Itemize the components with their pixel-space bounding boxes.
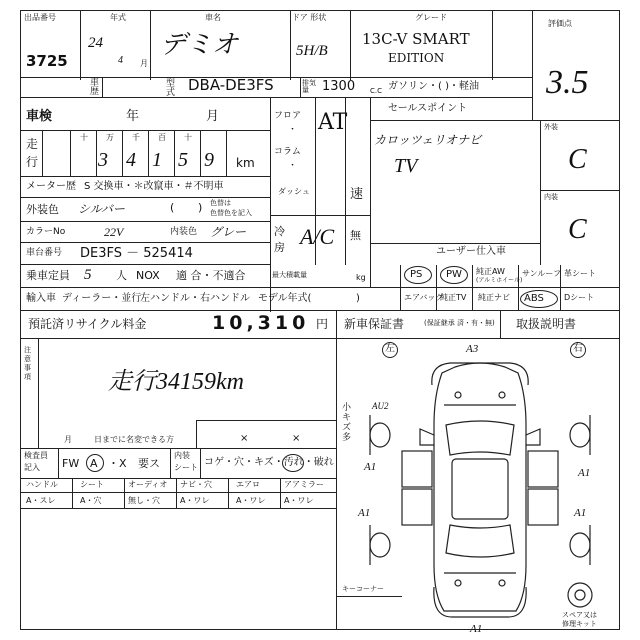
cooler-label2: 房 <box>274 241 285 254</box>
right-mark: 右 <box>573 343 583 354</box>
mileage-unit: km <box>236 156 255 170</box>
bottom-header: ハンドル <box>26 480 58 489</box>
color-no-value: 22V <box>104 225 124 239</box>
equip-sunroof: サンルーフ <box>522 269 561 278</box>
notes-month: 月 <box>64 435 72 444</box>
notes-day: 日までに名変できる方 <box>94 435 174 444</box>
exterior-grade: C <box>568 144 587 175</box>
color-no-label: カラーNo <box>26 227 66 237</box>
displacement: 1300 <box>322 79 356 94</box>
equip-navi: 純正ナビ <box>478 293 510 302</box>
inspection-month: 月 <box>206 109 220 124</box>
mark-x: × <box>240 433 249 444</box>
note-a1-left1: A1 <box>364 461 377 473</box>
mark-x: × <box>292 433 301 444</box>
year-month: 4 <box>118 55 123 66</box>
exterior-label: 外装色 <box>26 203 59 216</box>
note-a1-right2: A1 <box>574 507 587 519</box>
sales-tv: TV <box>394 155 418 177</box>
cooler-label1: 冷 <box>274 225 285 238</box>
equip-ps: PS <box>410 269 423 280</box>
mileage-header: 千 <box>132 133 140 142</box>
bottom-value: A・ワレ <box>284 496 314 505</box>
bottom-value: A・ワレ <box>180 496 210 505</box>
note-top: A3 <box>466 343 479 355</box>
user-purchase: ユーザー仕入車 <box>436 246 506 257</box>
equip-pw: PW <box>446 269 462 280</box>
fuel-text: ガソリン・( )・軽油 <box>388 81 479 92</box>
model-year-label: モデル年式( <box>258 293 312 304</box>
car-name-label: 車名 <box>205 13 221 22</box>
exterior-value: シルバー <box>78 202 125 216</box>
warranty-note: (保証継承 済・有・無) <box>424 319 495 327</box>
bottom-header: ナビ・穴 <box>180 480 212 489</box>
interior-grade: C <box>568 214 587 245</box>
mileage-digit: 3 <box>98 149 108 171</box>
interior-seat-label2: シート <box>174 463 198 472</box>
load-unit: kg <box>356 273 366 282</box>
lot-number: 3725 <box>26 52 68 70</box>
load-label: 最大積載量 <box>272 271 307 279</box>
note-a1-right1: A1 <box>578 467 591 479</box>
score-label: 評価点 <box>548 19 572 28</box>
sales-nav: カロッツェリオナビ <box>374 133 482 147</box>
spare-label: スペア又は <box>562 611 597 619</box>
score-value: 3.5 <box>546 64 589 101</box>
displacement-label: 排気量 <box>302 79 316 94</box>
meter-options: S 交換車・＊改竄車・＃不明車 <box>84 181 224 192</box>
column-label: コラム <box>274 147 301 157</box>
model-code: DBA-DE3FS <box>188 76 274 94</box>
handle-options: 左ハンドル・右ハンドル <box>140 293 250 304</box>
check-needed: 要ス <box>138 457 160 470</box>
check-fw: FW <box>62 457 80 470</box>
dot: ・ <box>288 161 298 171</box>
car-name: デミオ <box>160 30 239 59</box>
equip-alloy-sub: (アルミホイール) <box>476 277 523 284</box>
paren-close: ) <box>356 293 360 304</box>
equip-airbag: エアバッグ <box>404 293 444 302</box>
inspection-year: 年 <box>126 109 140 124</box>
interior-grade-label: 内装 <box>544 193 558 201</box>
bottom-header: オーディオ <box>128 480 168 489</box>
history-label: 車 <box>90 78 100 88</box>
bottom-value: A・スレ <box>26 496 56 505</box>
capacity-value: 5 <box>84 267 92 283</box>
repair-label: 修理キット <box>562 620 597 628</box>
chassis-number: DE3FS － 525414 <box>80 246 193 261</box>
note-au2: AU2 <box>372 401 389 411</box>
dirty-circle <box>282 454 304 472</box>
notes-label: 注意事項 <box>24 346 31 382</box>
import-label: 輸入車 <box>26 293 56 304</box>
aircon-value: A/C <box>300 224 335 249</box>
mileage-header: 十 <box>80 133 88 142</box>
dash-label: ダッシュ <box>278 187 310 196</box>
capacity-label: 乗車定員 <box>26 269 70 282</box>
exterior-grade-label: 外装 <box>544 123 558 131</box>
mileage-header: 百 <box>158 133 166 142</box>
transmission-value: AT <box>318 110 348 135</box>
interior-color-value: グレー <box>210 225 247 239</box>
import-options: ディーラー・並行 <box>62 293 142 304</box>
dot: ・ <box>288 125 298 135</box>
recycle-unit: 円 <box>316 317 329 331</box>
nox-options: 適 合・不適合 <box>176 269 246 282</box>
recycle-label: 預託済リサイクル料金 <box>28 317 147 331</box>
recycle-amount: 10,310 <box>212 312 310 334</box>
year-label: 年式 <box>110 13 126 22</box>
equip-dseat: Dシート <box>564 293 595 302</box>
left-mark: 左 <box>385 343 395 354</box>
check-x: ・X <box>108 457 127 470</box>
mileage-header: 万 <box>106 133 114 142</box>
bottom-header: エアロ <box>236 480 260 489</box>
check-a: A <box>90 457 98 470</box>
note-left-scratch: 小キズ多 <box>342 403 352 443</box>
bottom-value: 無し・穴 <box>128 496 160 505</box>
mileage-digit: 1 <box>152 149 162 171</box>
key-label: キーコーナー <box>342 585 384 593</box>
manual-label: 取扱説明書 <box>516 317 577 331</box>
grade-line1: 13C-V SMART <box>362 30 470 48</box>
inspector-label1: 検査員 <box>24 451 48 460</box>
chassis-label: 車台番号 <box>26 248 63 258</box>
mileage-digit: 5 <box>178 149 188 171</box>
equip-abs: ABS <box>524 293 544 304</box>
warranty-label: 新車保証書 <box>344 317 405 331</box>
grade-label: グレード <box>415 13 447 22</box>
bottom-value: A・ワレ <box>236 496 266 505</box>
mileage-digit: 4 <box>126 149 136 171</box>
inspection-label: 車検 <box>26 109 53 124</box>
equip-alloy: 純正AW <box>476 267 505 276</box>
exterior-note2: 色替色を記入 <box>210 209 252 217</box>
bottom-value: A・穴 <box>80 496 102 505</box>
note-bottom: A1 <box>470 623 483 635</box>
mileage-header: 十 <box>184 133 192 142</box>
door-type: 5H/B <box>296 43 328 59</box>
floor-label: フロア <box>274 111 302 121</box>
auction-sheet: 出品番号 3725 年式 24 4 月 車名 デミオ ドア 形状 5H/B グレード 13C-V SMART EDITION 評価点 3.5 車 歴 型式 DBA-DE3FS 排気量 1300 C.C ガソリン・( )・軽油 車検 年 月 走 行 十 万 千 百 十 3 4 1 5 9 km メーター歴 S 交換車・＊改竄車・＃不明車 外装色 シルバー ( ) 色替は 色替色を記入 カラーNo 22V 内装色 グレー 車台番号 DE3FS － 525414 フロア ・ コラム ・ ダッシュ AT 速 冷 房 A/C 無 セールスポイント カロッツェリオナビ TV ユーザー仕入車 外装 C 内装 C 乗車定員 5 人 NOX 適 合・不適合 最大積載量 kg PS PW 純正AW (アルミホイール) サンルーフ 革シート 輸入車 ディーラー・並行 左ハンドル・右ハンドル モデル年式( ) エアバッグ 純正TV 純正ナビ ABS Dシート 預託済リサイクル料金 10,310 円 新車保証書 (保証継承 済・有・無) 取扱説明書 注意事項 走行34159km 月 日までに名変できる方 × × 検査員 記入 FW A ・X 要ス 内装 シート コゲ・穴・キズ・汚れ・破れ ハンドル シート オーディオ ナビ・穴 エアロ アアミラー A・スレ A・穴 無し・穴 A・ワレ A・ワレ A・ワレ 左 右 A3 AU2 小キズ多 A1 A1 A1 A1 A1 キーコーナー スペア又は 修理キット <box>0 0 640 640</box>
equip-leather: 革シート <box>564 269 596 278</box>
mileage-digit: 9 <box>204 149 214 171</box>
notes-handwritten: 走行34159km <box>108 369 244 395</box>
month-unit: 月 <box>140 59 148 68</box>
no-aircon: 無 <box>350 229 361 242</box>
meter-label: メーター歴 <box>26 181 76 192</box>
mileage-label2: 行 <box>26 155 39 169</box>
interior-issues: コゲ・穴・キズ・汚れ・破れ <box>204 457 334 468</box>
interior-seat-label1: 内装 <box>174 451 190 460</box>
mileage-label1: 走 <box>26 137 39 151</box>
year-era: 24 <box>88 35 103 51</box>
equip-tv: 純正TV <box>440 293 467 302</box>
exterior-note1: 色替は <box>210 199 231 207</box>
interior-color-label: 内装色 <box>170 227 198 237</box>
bottom-header: アアミラー <box>284 480 324 489</box>
door-label: ドア 形状 <box>292 13 327 22</box>
note-a1-left2: A1 <box>358 507 371 519</box>
sales-points-label: セールスポイント <box>388 103 468 114</box>
grade-line2: EDITION <box>388 51 445 65</box>
cc-unit: C.C <box>370 87 383 95</box>
history-label2: 歴 <box>90 87 100 97</box>
inspector-label2: 記入 <box>24 463 40 472</box>
bottom-header: シート <box>80 480 104 489</box>
capacity-unit: 人 <box>116 269 127 282</box>
lot-label: 出品番号 <box>24 13 56 22</box>
type-label: 型式 <box>166 79 176 98</box>
nox-label: NOX <box>136 269 160 282</box>
speed-label: 速 <box>350 187 364 202</box>
